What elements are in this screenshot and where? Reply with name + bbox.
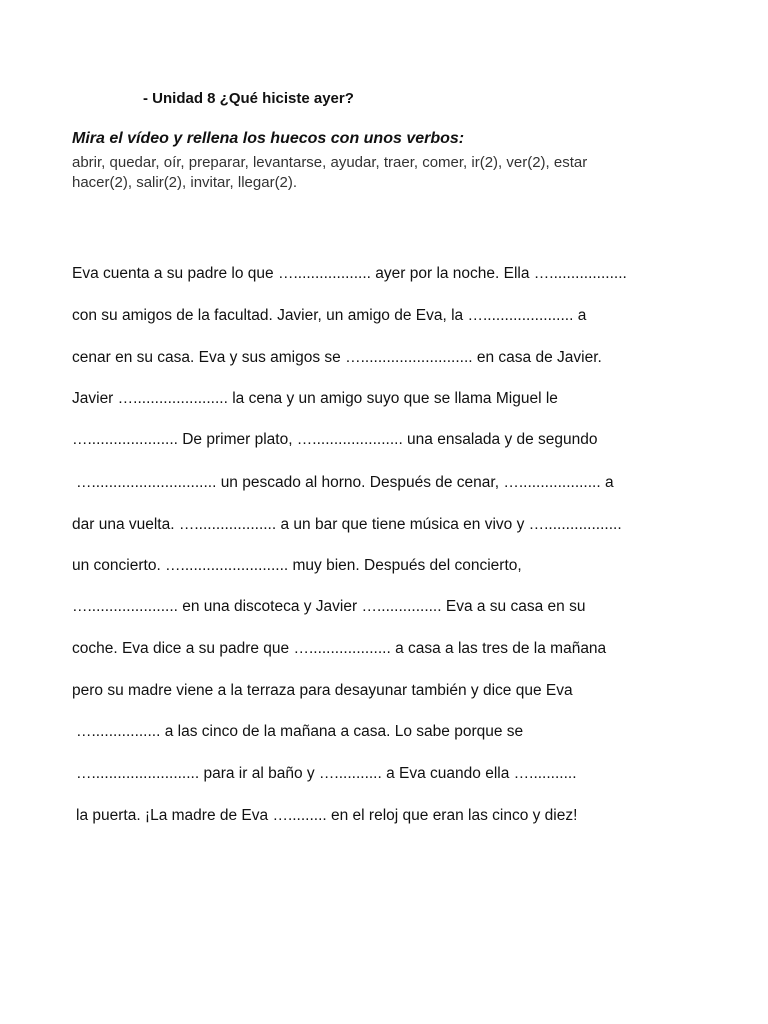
text-line: la puerta. ¡La madre de Eva …......... en el reloj que eran las cinco y diez! (76, 807, 578, 824)
text-line: Javier …...................... la cena y un amigo suyo que se llama Miguel le (72, 390, 558, 407)
verb-list-line-1: abrir, quedar, oír, preparar, levantarse, ayudar, traer, comer, ir(2), ver(2), estar (72, 154, 588, 171)
text-line: con su amigos de la facultad. Javier, un amigo de Eva, la …..................... a (72, 307, 587, 324)
text-line: Eva cuenta a su padre lo que ….................. ayer por la noche. Ella ….................. (72, 265, 627, 282)
text-line: un concierto. …......................... muy bien. Después del concierto, (72, 557, 522, 574)
text-line: …..................... De primer plato, …..................... una ensalada y de segundo (72, 431, 598, 448)
unit-title: - Unidad 8 ¿Qué hiciste ayer? (143, 90, 354, 107)
verb-list-line-2: hacer(2), salir(2), invitar, llegar(2). (72, 174, 298, 191)
text-line: …......................... para ir al baño y …........... a Eva cuando ella …........... (76, 765, 577, 782)
text-line: …................ a las cinco de la mañana a casa. Lo sabe porque se (76, 723, 524, 740)
text-line: coche. Eva dice a su padre que …................... a casa a las tres de la mañana (72, 640, 607, 657)
text-line: cenar en su casa. Eva y sus amigos se ….......................... en casa de Javier. (72, 349, 602, 366)
verb-list (72, 153, 712, 193)
text-line: …............................. un pescado al horno. Después de cenar, …................... a (76, 474, 614, 491)
text-line: pero su madre viene a la terraza para desayunar también y dice que Eva (72, 682, 573, 699)
text-line: dar una vuelta. …................... a un bar que tiene música en vivo y ….................. (72, 516, 622, 533)
text-line: …..................... en una discoteca y Javier …............... Eva a su casa en su (72, 598, 586, 615)
exercise-instruction: Mira el vídeo y rellena los huecos con unos verbos: (72, 130, 465, 147)
